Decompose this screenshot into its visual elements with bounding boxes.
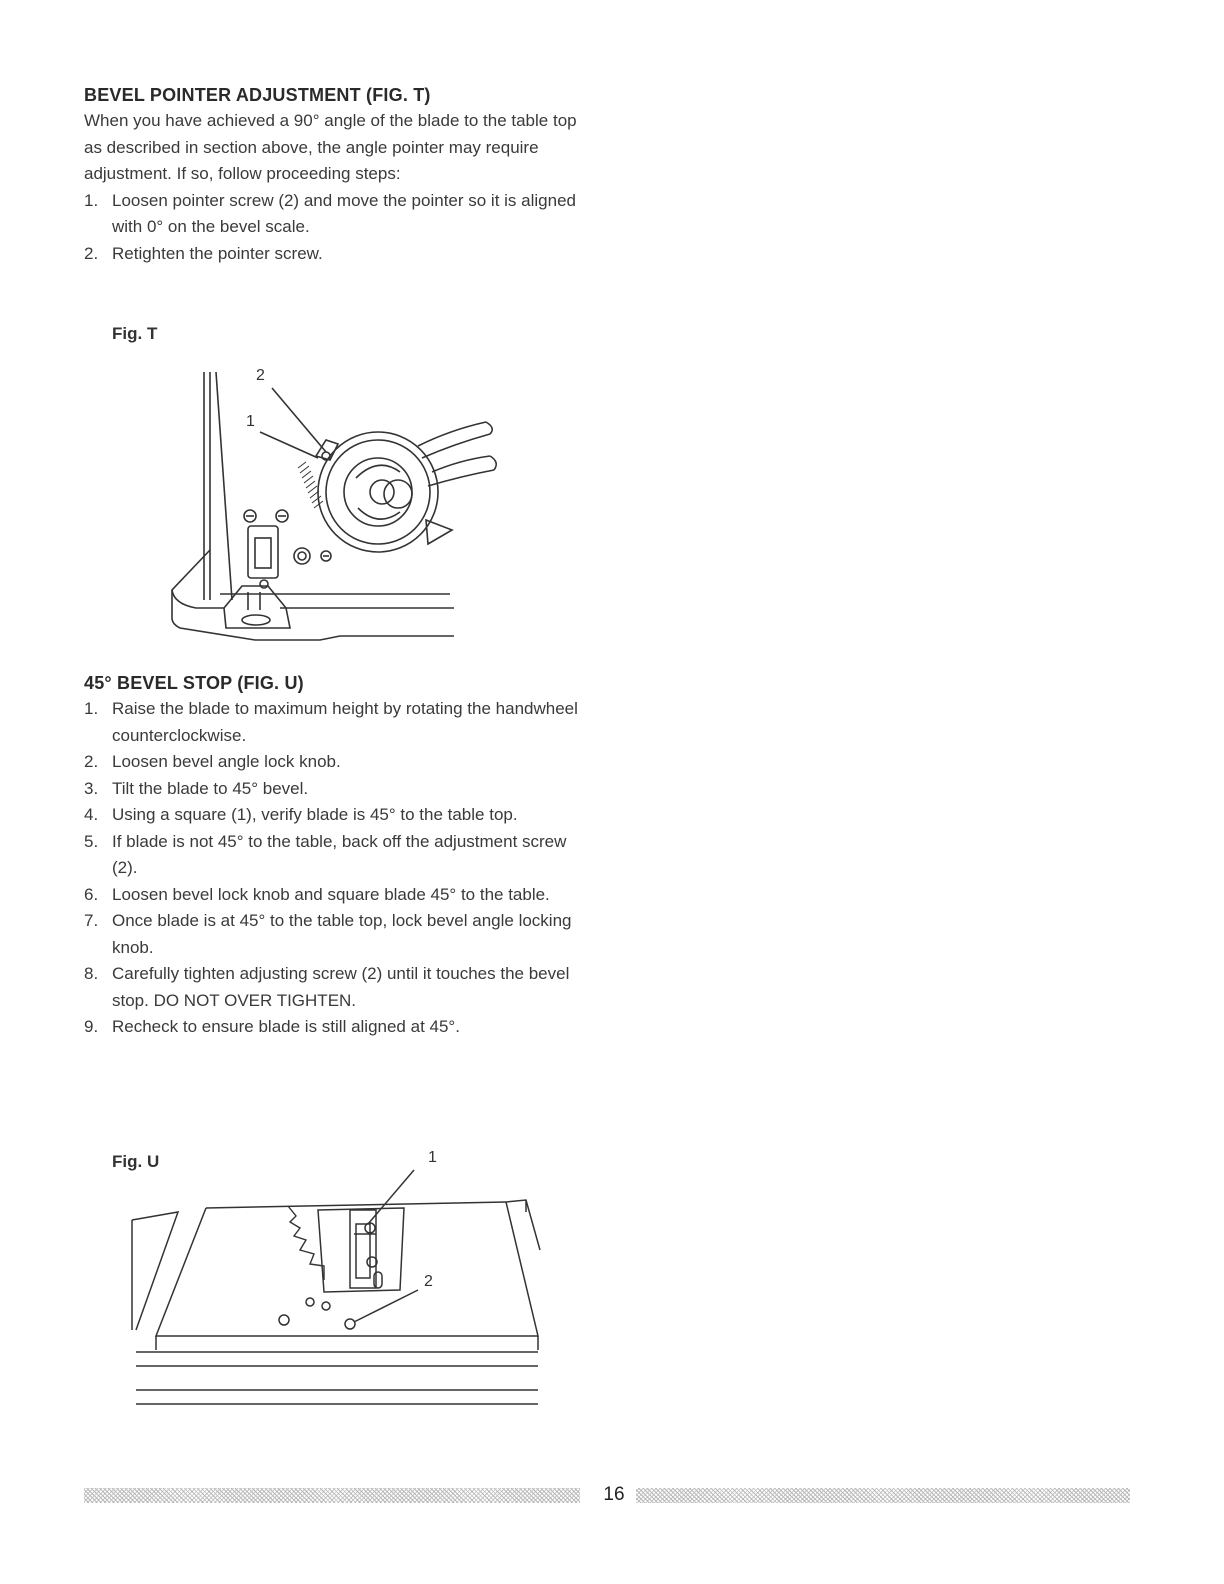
callout-2: 2 (424, 1273, 433, 1290)
steps-list (84, 188, 604, 268)
figure-label: Fig. T (112, 324, 158, 343)
callout-1: 1 (428, 1149, 437, 1166)
list-item: 2. Loosen bevel angle lock knob. (84, 752, 341, 771)
list-item: 8. Carefully tighten adjusting screw (2) until it touches the bevel stop. DO NOT OVER TIGHTEN. (84, 964, 570, 1010)
list-item: 2. Retighten the pointer screw. (84, 243, 323, 263)
list-item: 3. Tilt the blade to 45° bevel. (84, 778, 309, 798)
section-bevel-pointer (84, 82, 604, 267)
list-item: 6. Loosen bevel lock knob and square blade 45° to the table. (84, 884, 550, 904)
page-footer (84, 1484, 1130, 1506)
section-heading: 45° BEVEL STOP (FIG. U) (84, 673, 304, 693)
callout-2: 2 (256, 367, 265, 384)
list-item: 9. Recheck to ensure blade is still aligned at 45°. (84, 1017, 460, 1036)
list-item: 4. Using a square (1), verify blade is 45° to the table top. (84, 805, 518, 824)
footer-rule-left (84, 1488, 580, 1503)
section-bevel-stop (84, 670, 604, 1041)
section-intro: When you have achieved a 90° angle of the blade to the table top as described in section above, the angle pointer may require adjustment. If so, follow proceeding steps: (84, 111, 577, 183)
steps-list (84, 696, 584, 1041)
list-item: 1. Raise the blade to maximum height by rotating the handwheel counterclockwise. (84, 699, 578, 745)
list-item: 1. Loosen pointer screw (2) and move the pointer so it is aligned with 0° on the bevel scale. (84, 190, 576, 236)
callout-1: 1 (246, 413, 255, 430)
figure-t-illustration (160, 360, 510, 660)
list-item: 5. If blade is not 45° to the table, back off the adjustment screw (2). (84, 831, 567, 877)
footer-rule-right (636, 1488, 1130, 1503)
list-item: 7. Once blade is at 45° to the table top, lock bevel angle locking knob. (84, 911, 572, 957)
section-heading: BEVEL POINTER ADJUSTMENT (FIG. T) (84, 85, 431, 105)
figure-label: Fig. U (112, 1152, 160, 1171)
figure-u-illustration (128, 1140, 548, 1415)
page-number: 16 (603, 1484, 625, 1505)
